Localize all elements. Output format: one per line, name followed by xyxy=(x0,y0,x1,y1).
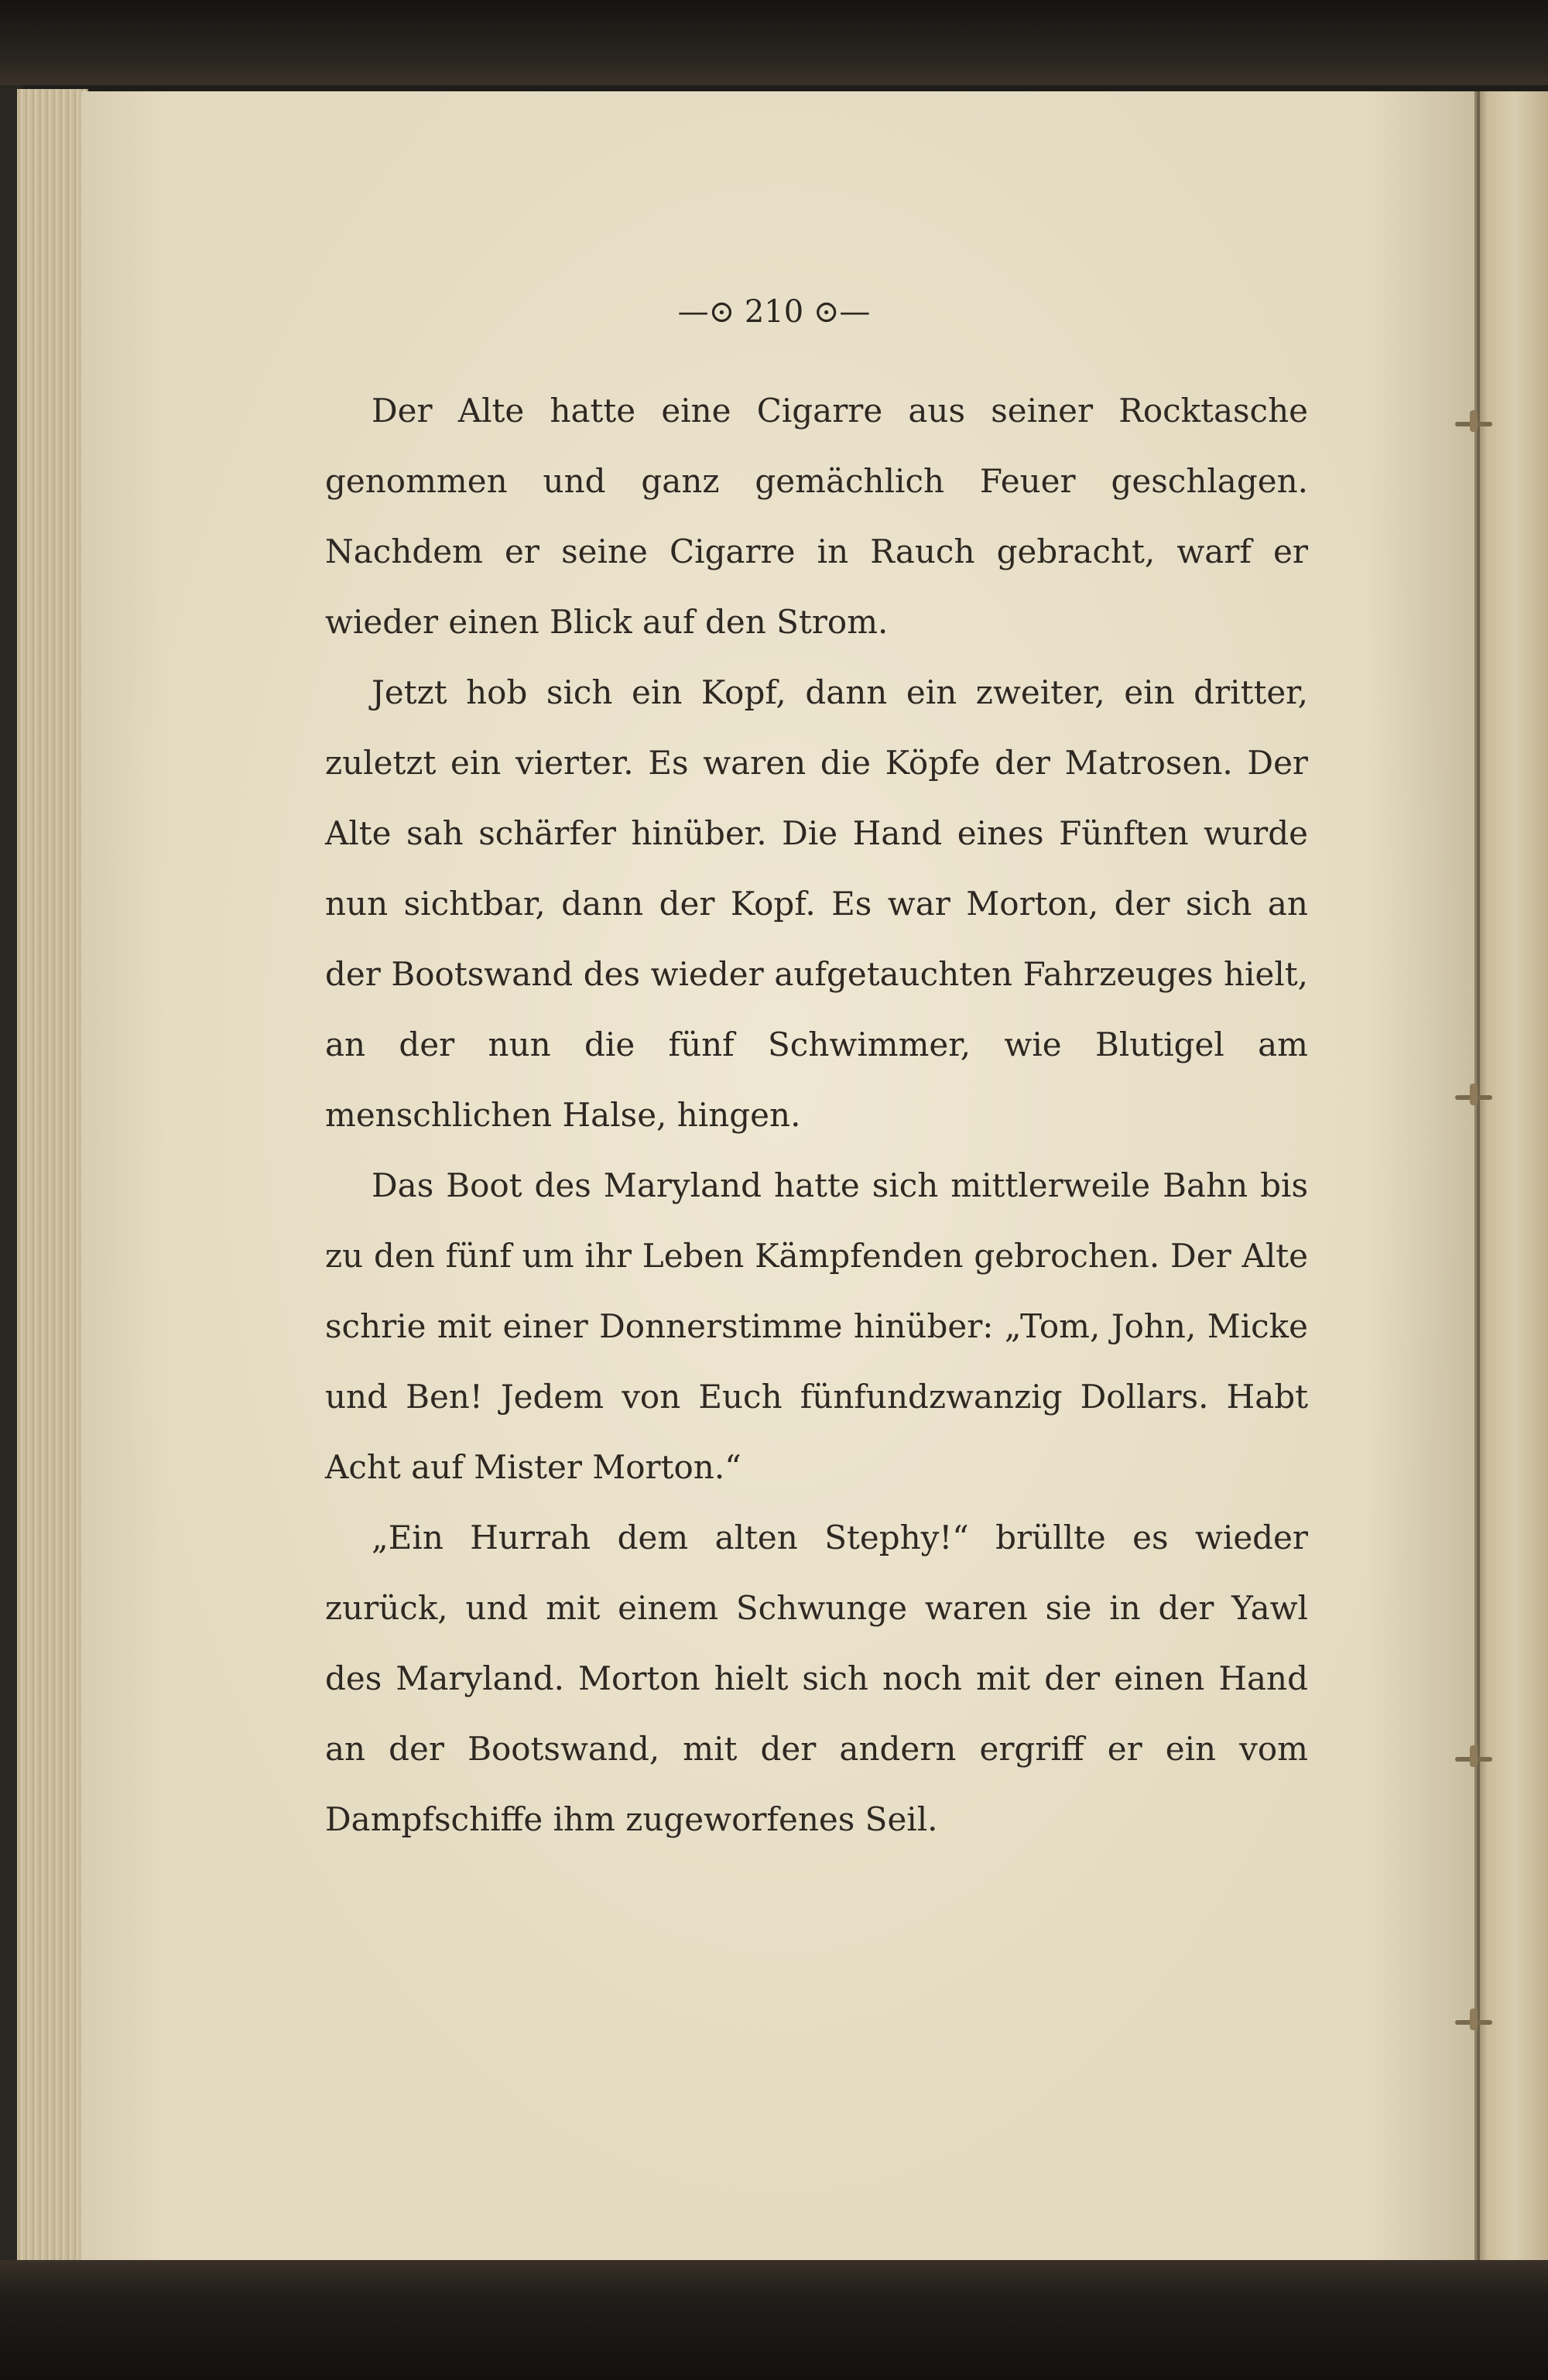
paragraph: Jetzt hob sich ein Kopf, dann ein zweiter, ein dritter, zuletzt ein vierter. Es waren die Köpfe der Matrosen. Der Alte sah schärfer hinüber. Die Hand eines Fünften wurde nun sichtbar, dann der Kopf. Es war Morton, der sich an der Bootswand des wieder aufgetauchten Fahrzeuges hielt, an der nun die fünf Schwimmer, wie Blutigel am menschlichen Halse, hingen. xyxy=(325,673,1308,1134)
body-text xyxy=(325,375,1308,1854)
binding-thread-knot xyxy=(1470,1745,1478,1767)
book-cover-top-edge xyxy=(0,0,1548,85)
binding-thread-knot xyxy=(1470,2008,1478,2030)
facing-page-gutter xyxy=(1474,91,1548,2266)
paragraph: Der Alte hatte eine Cigarre aus seiner Rocktasche genommen und ganz gemächlich Feuer geschlagen. Nachdem er seine Cigarre in Rauch gebracht, warf er wieder einen Blick auf den Strom. xyxy=(325,392,1308,641)
book-cover-bottom-edge xyxy=(0,2260,1548,2380)
binding-thread-knot xyxy=(1470,410,1478,432)
page-block-edge xyxy=(17,89,88,2268)
paragraph: „Ein Hurrah dem alten Stephy!“ brüllte es wieder zurück, und mit einem Schwunge waren sie in der Yawl des Maryland. Morton hielt sich noch mit der einen Hand an der Bootswand, mit der andern ergriff er ein vom Dampfschiffe ihm zugeworfenes Seil. xyxy=(325,1519,1308,1838)
page-number: —⊙ 210 ⊙— xyxy=(677,294,871,330)
paragraph: Das Boot des Maryland hatte sich mittlerweile Bahn bis zu den fünf um ihr Leben Kämpfenden gebrochen. Der Alte schrie mit einer Donnerstimme hinüber: „Tom, John, Micke und Ben! Jedem von Euch fünfundzwanzig Dollars. Habt Acht auf Mister Morton.“ xyxy=(325,1166,1308,1486)
binding-thread-knot xyxy=(1470,1084,1478,1105)
